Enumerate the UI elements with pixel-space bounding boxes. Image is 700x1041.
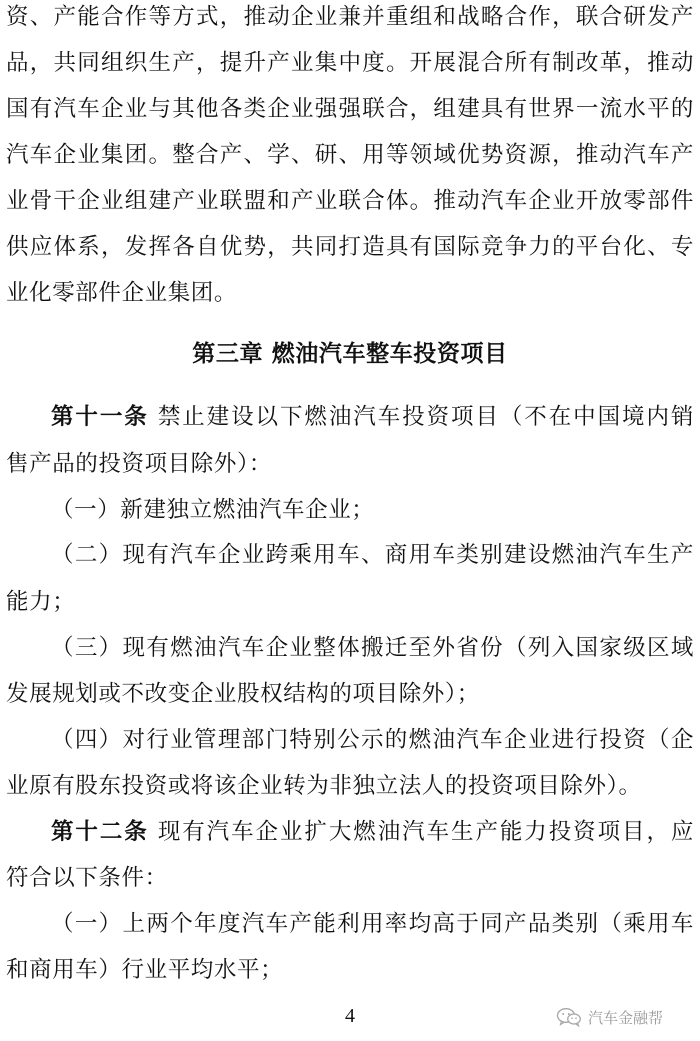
article-11-first-line	[51, 402, 694, 432]
article-11-item-3-cont: 发展规划或不改变企业股权结构的项目除外）；	[6, 681, 480, 707]
article-11-item-2: （二）现有汽车企业跨乘用车、商用车类别建设燃油汽车生产	[51, 542, 694, 568]
paragraph-line: 国有汽车企业与其他各类企业强强联合，组建具有世界一流水平的	[6, 96, 694, 122]
article-12-text: 现有汽车企业扩大燃油汽车生产能力投资项目，应	[148, 819, 694, 845]
paragraph-line: 供应体系，发挥各自优势，共同打造具有国际竞争力的平台化、专	[6, 234, 694, 260]
article-11-item-4-cont: 业原有股东投资或将该企业转为非独立法人的投资项目除外）。	[6, 773, 642, 799]
article-11-item-3: （三）现有燃油汽车企业整体搬迁至外省份（列入国家级区域	[51, 635, 694, 661]
wechat-icon	[556, 1007, 582, 1027]
paragraph-line: 资、产能合作等方式，推动企业兼并重组和战略合作，联合研发产	[6, 4, 694, 30]
article-12-item-1: （一）上两个年度汽车产能利用率均高于同产品类别（乘用车	[51, 911, 694, 937]
paragraph-line: 品，共同组织生产，提升产业集中度。开展混合所有制改革，推动	[6, 50, 694, 76]
watermark	[556, 1005, 663, 1029]
chapter-heading: 第三章 燃油汽车整车投资项目	[192, 341, 508, 367]
article-11-label: 第十一条	[51, 404, 149, 430]
article-12-first-line	[51, 817, 694, 847]
paragraph-line: 业化零部件企业集团。	[6, 280, 238, 306]
page-number: 4	[345, 1005, 355, 1027]
article-11-item-1: （一）新建独立燃油汽车企业；	[51, 497, 375, 523]
paragraph-line: 业骨干企业组建产业联盟和产业联合体。推动汽车企业开放零部件	[6, 188, 694, 214]
paragraph-line: 汽车企业集团。整合产、学、研、用等领域优势资源，推动汽车产	[6, 142, 694, 168]
watermark-text: 汽车金融帮	[588, 1008, 664, 1027]
article-11-item-4: （四）对行业管理部门特别公示的燃油汽车企业进行投资（企	[51, 727, 694, 753]
article-12-item-1-cont: 和商用车）行业平均水平；	[6, 957, 284, 983]
article-12-line: 符合以下条件：	[6, 865, 168, 891]
article-11-line: 售产品的投资项目除外）：	[6, 451, 272, 477]
article-11-text: 禁止建设以下燃油汽车投资项目（不在中国境内销	[148, 404, 694, 430]
article-12-label: 第十二条	[51, 819, 149, 845]
article-11-item-2-cont: 能力；	[6, 589, 76, 615]
